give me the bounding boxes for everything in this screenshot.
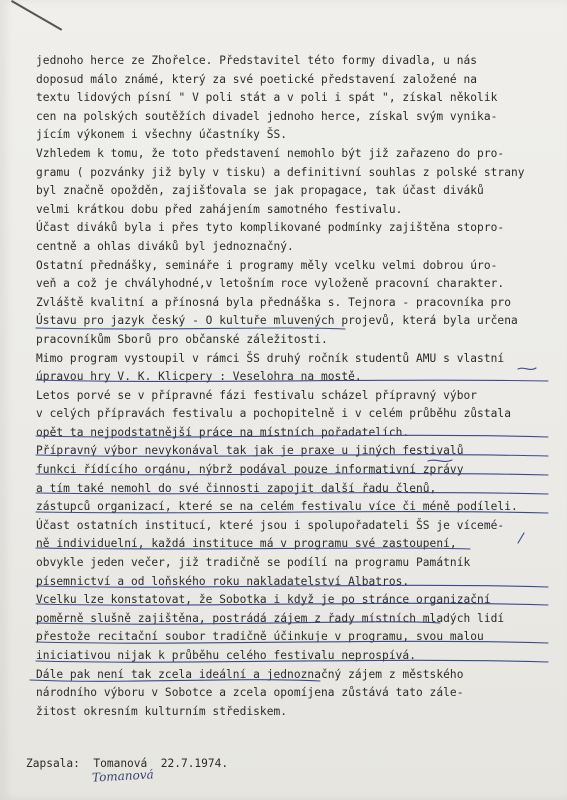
text-line: Ostatní přednášky, semináře i programy měly vcelku velmi dobrou úro- [36, 258, 498, 272]
text-line: Mimo program vystoupil v rámci ŠS druhý ročník studentů AMU s vlastní [36, 351, 505, 365]
text-line: Účast ostatních institucí, které jsou i spolupořadateli ŠS je vícemé- [36, 518, 505, 532]
text-line: gramu ( pozvánky již byly v tisku) a definitivní souhlas z polské strany [36, 165, 525, 179]
text-line: jednoho herce ze Zhořelce. Představitel této formy divadla, u nás [36, 54, 478, 67]
text-line: jícím výkonem i všechny účastníky ŠS. [36, 128, 288, 142]
signature-line [26, 757, 326, 770]
text-line: obvykle jeden večer, již tradičně se podílí na programu Památník [36, 556, 471, 570]
text-line: centně a ohlas diváků byl jednoznačný. [36, 239, 294, 253]
text-line: iniciativou nijak k průběhu celého festivalu neprospívá. [36, 649, 416, 662]
signature-name: Tomanová [93, 757, 148, 770]
text-line: a tím také nemohl do své činnosti zapojit další řadu členů, [36, 481, 437, 495]
typed-report-text [36, 52, 556, 721]
text-line: národního výboru v Sobotce a zcela opomíjena zůstává tato zále- [36, 686, 464, 700]
text-line: doposud málo známé, který za své poetické představení založené na [36, 72, 478, 86]
text-line: Účast diváků byla i přes tyto komplikované podmínky zajištěna stopro- [36, 221, 505, 235]
text-line: v celých přípravách festivalu a pochopitelně i v celém průběhu zůstala [36, 407, 511, 421]
text-line: Přípravný výbor nevykonával tak jak je praxe u jiných festivalů [36, 444, 464, 458]
text-line: veň a což je chvályhodné,v letošním roce vyloženě pracovní charakter. [36, 277, 505, 291]
text-line: Ústavu pro jazyk český - O kultuře mluvených projevů, která byla určena [36, 314, 518, 328]
text-line: úpravou hry V. K. Klicpery : Veselohra na mostě. [36, 370, 362, 384]
text-line: žitost okresním kulturním střediskem. [36, 704, 288, 718]
text-line: Vcelku lze konstatovat, že Sobotka i když je po stránce organizační [36, 593, 491, 607]
text-line: funkci řídícího orgánu, nýbrž podával pouze informativní zprávy [36, 463, 464, 477]
text-line: přestože recitační soubor tradičně účinkuje v programu, svou malou [36, 630, 484, 644]
text-line: poměrně slušně zajištěna, postrádá zájem z řady místních mladých lidí [36, 611, 505, 625]
text-line: cen na polských soutěžích divadel jednoho herce, získal svým vynika- [36, 109, 498, 123]
text-line: Vzhledem k tomu, že toto představení nemohlo být již zařazeno do pro- [36, 146, 505, 160]
page-corner-line [11, 0, 62, 31]
signature-block [26, 757, 326, 770]
signature-date: 22.7.1974. [160, 757, 229, 770]
text-line: pracovníkům Sborů pro občanské záležitosti. [36, 332, 328, 346]
handwritten-signature: Tomanová [91, 767, 155, 785]
text-line: písemnictví a od loňského roku nakladatelství Albatros. [36, 574, 410, 588]
text-line: Dále pak není tak zcela ideální a jednoznačný zájem z městského [36, 667, 464, 681]
text-line: byl značně opožděn, zajišťovala se jak propagace, tak účast diváků [36, 184, 484, 198]
text-line: Zvláště kvalitní a přínosná byla přednáška s. Tejnora - pracovníka pro [36, 295, 511, 309]
text-line: zástupců organizací, které se na celém festivalu více či méně podíleli. [36, 500, 518, 514]
text-line: textu lidových písní " V poli stát a v poli i spát ", získal několik [36, 91, 498, 105]
signature-label: Zapsala: [26, 757, 80, 770]
text-line: ně individuelní, každá instituce má v programu své zastoupení, [36, 537, 457, 551]
text-line: velmi krátkou dobu před zahájením samotného festivalu. [36, 202, 403, 216]
text-line: Letos porvé se v přípravné fázi festivalu scházel přípravný výbor [36, 388, 478, 402]
text-line: opět ta nejpodstatnější práce na místních pořadatelích. [36, 425, 410, 439]
